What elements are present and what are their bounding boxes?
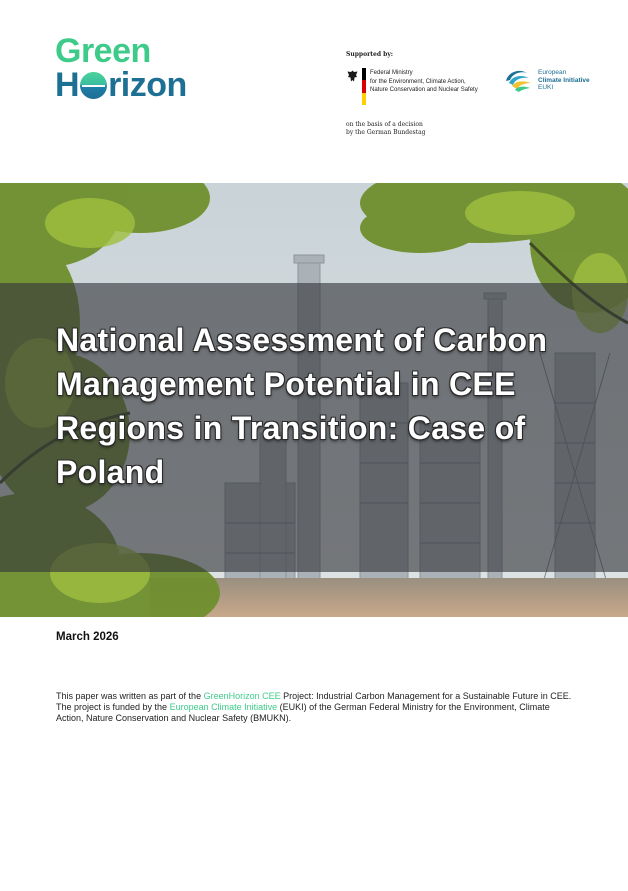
ministry-line: for the Environment, Climate Action, xyxy=(370,78,466,85)
supported-by-label: Supported by: xyxy=(346,51,394,58)
ministry-name xyxy=(370,69,478,95)
logo-line-horizon xyxy=(55,68,187,102)
euki-line: EUKI xyxy=(538,84,554,91)
description-text: Project: Industrial Carbon Management for a Sustainable Future in CEE. The project is funded by the xyxy=(56,691,572,712)
logo-sun-icon xyxy=(80,72,107,99)
logo-letters-rizon: rizon xyxy=(108,66,187,104)
german-flag-icon xyxy=(362,68,366,105)
federal-eagle-icon xyxy=(347,70,358,82)
cover-image xyxy=(0,183,628,617)
description-text: This paper was written as part of the xyxy=(56,691,204,701)
logo-line-green: Green xyxy=(55,32,151,70)
basis-line: on the basis of a decision xyxy=(346,121,423,128)
greenhorizon-cee-link[interactable]: GreenHorizon CEE xyxy=(203,691,281,701)
ministry-line: Federal Ministry xyxy=(370,70,413,76)
logo-letter-h: H xyxy=(55,66,80,104)
greenhorizon-logo xyxy=(55,34,205,104)
document-title: National Assessment of Carbon Management Potential in CEE Regions in Transition: Case of Poland xyxy=(56,322,548,490)
publication-date: March 2026 xyxy=(56,631,119,643)
description-text: (EUKI) of the German Federal Ministry for the Environment, Climate Action, Nature Conservation and Nuclear Safety (BMUKN). xyxy=(56,702,550,723)
basis-line: by the German Bundestag xyxy=(346,128,426,136)
ministry-line: Nature Conservation and Nuclear Safety xyxy=(370,87,478,93)
euki-line: European xyxy=(538,69,567,76)
euki-name xyxy=(538,69,590,92)
project-description xyxy=(56,691,576,724)
euki-logo-icon xyxy=(503,66,533,93)
euki-link[interactable]: European Climate Initiative xyxy=(169,702,278,712)
bundestag-decision-note xyxy=(346,121,426,136)
euki-line: Climate Initiative xyxy=(538,76,590,84)
